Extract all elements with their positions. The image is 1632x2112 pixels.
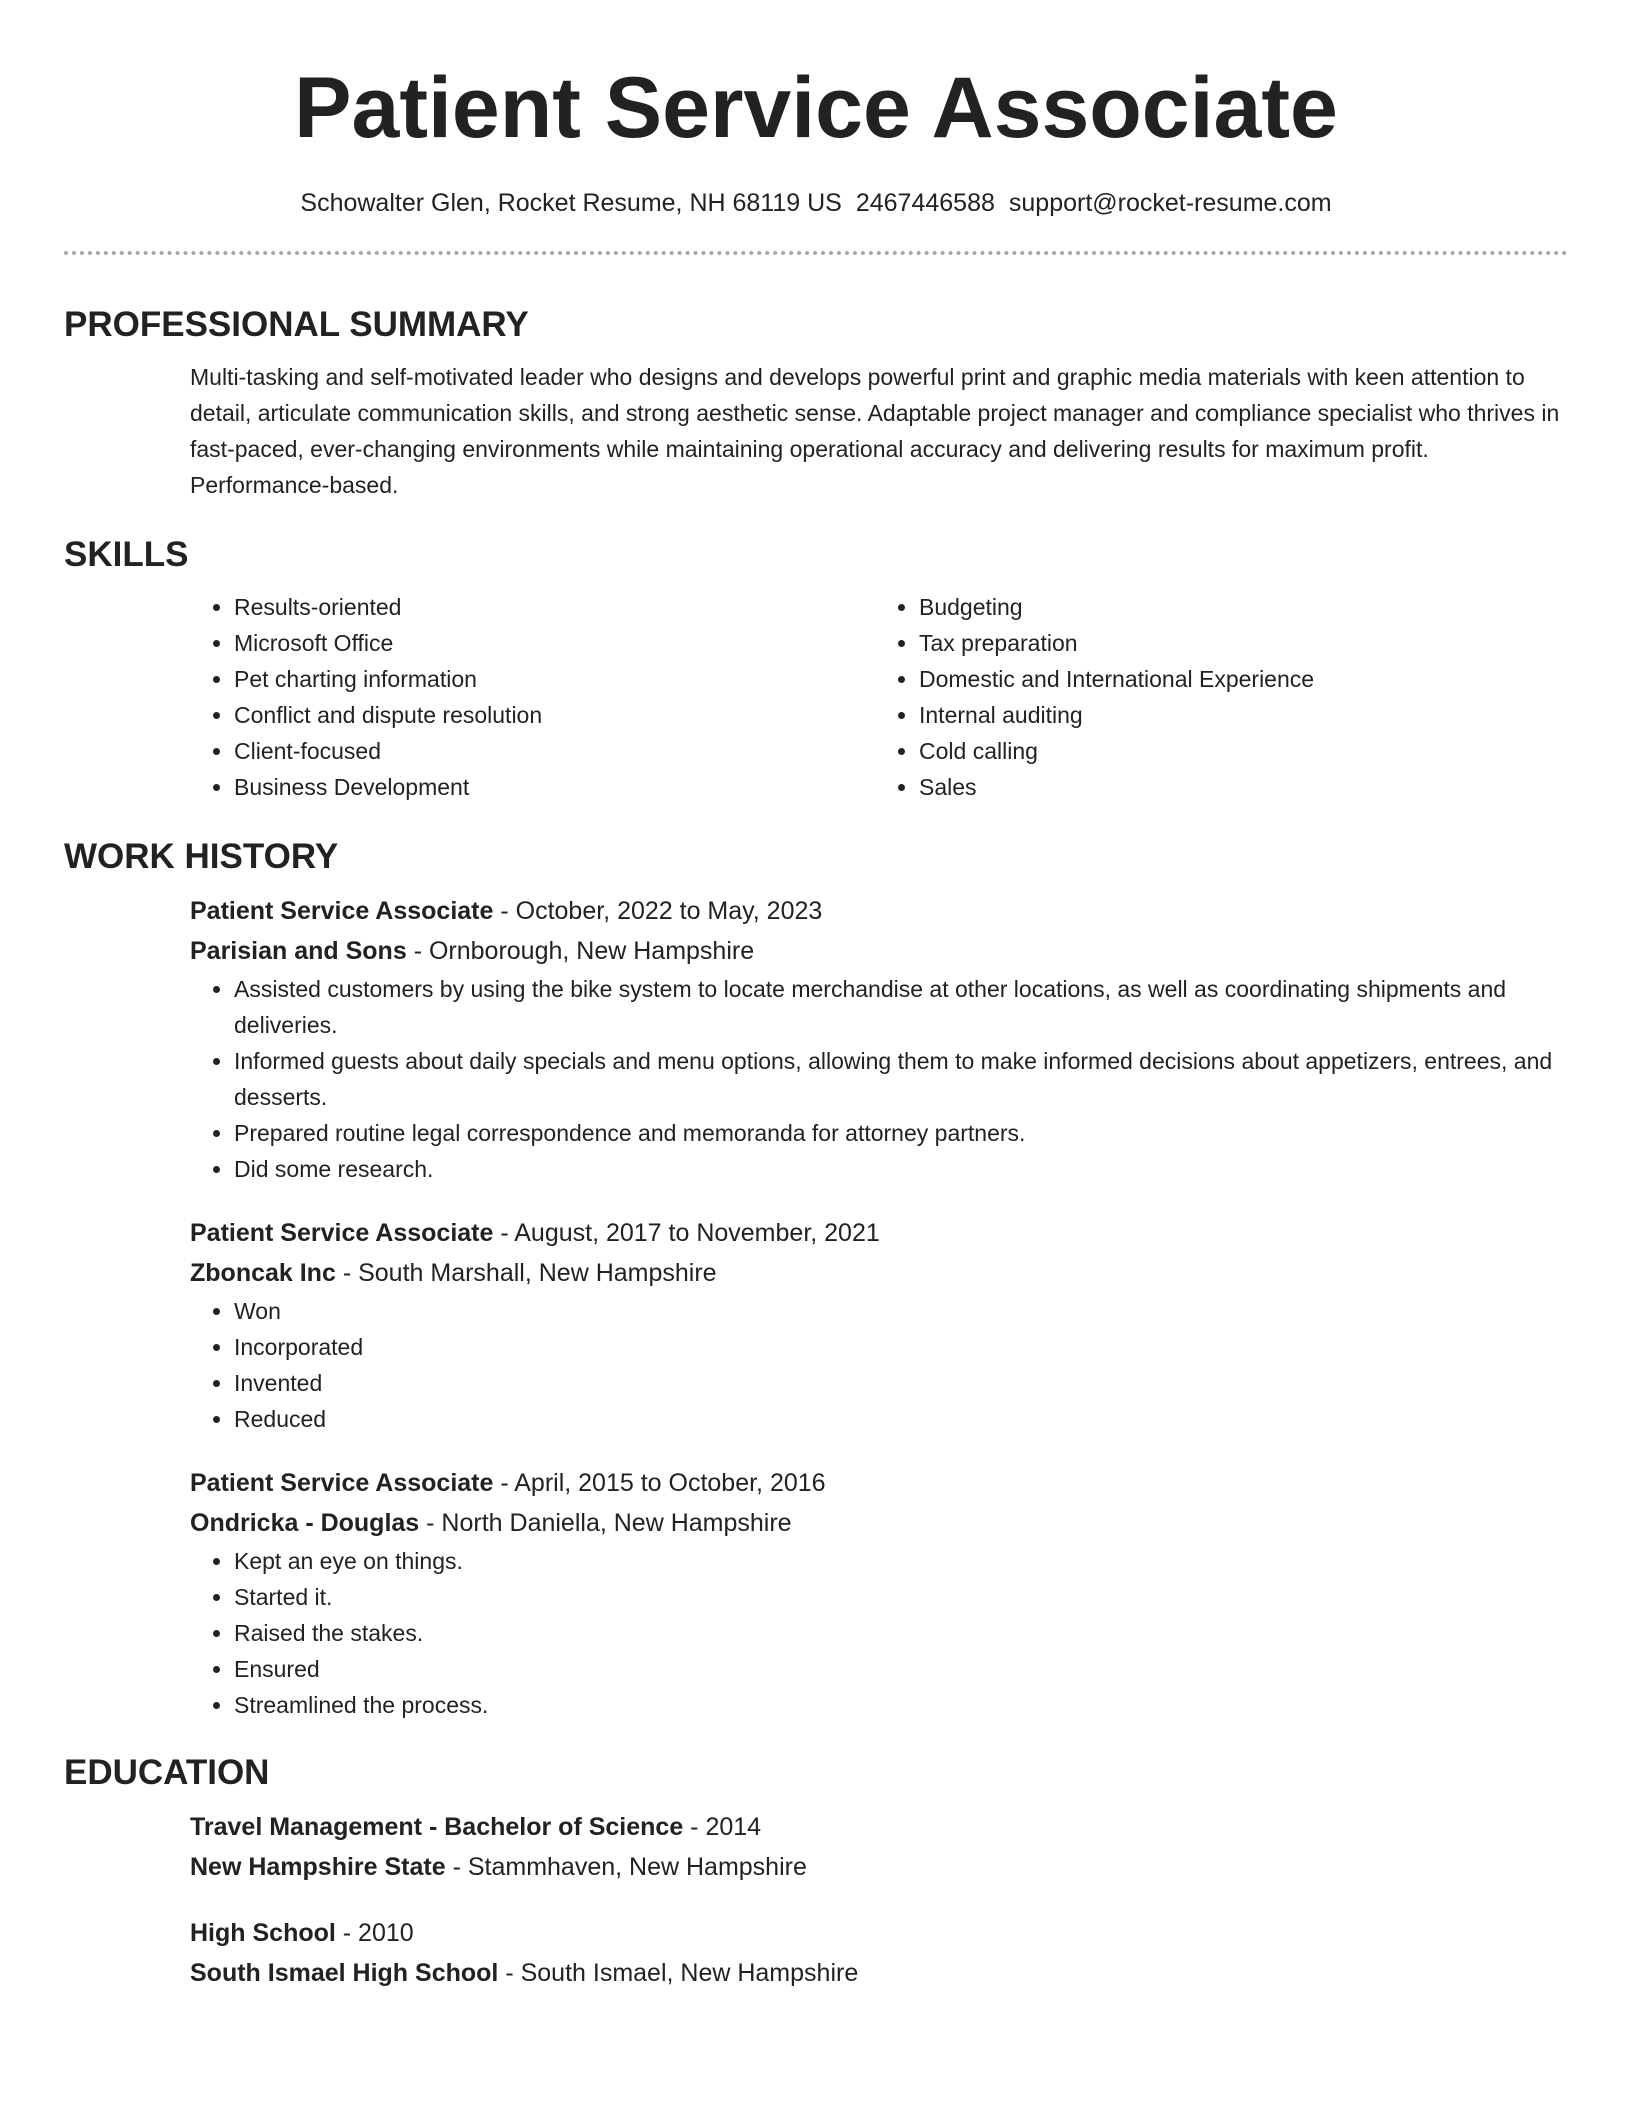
education-school-line	[190, 1847, 1560, 1887]
job-title-line	[190, 891, 1560, 931]
summary-section	[64, 303, 1568, 503]
job-bullet: • Informed guests about daily specials and menu options, allowing them to make informed decisions about appetizers, entrees, and desserts.	[234, 1043, 1560, 1115]
skills-right-list	[875, 589, 1560, 805]
summary-body	[64, 359, 1568, 503]
header-divider	[64, 251, 1568, 255]
job-location: - North Daniella, New Hampshire	[419, 1509, 792, 1537]
skill-item: • Tax preparation	[919, 625, 1560, 661]
job-bullet: • Incorporated	[234, 1329, 1560, 1365]
contact-line	[64, 186, 1568, 220]
skills-grid	[64, 589, 1568, 805]
job-bullet: • Raised the stakes.	[234, 1615, 1560, 1651]
education-degree-line	[190, 1807, 1560, 1847]
education-body	[64, 1807, 1568, 1993]
skill-item: • Client-focused	[234, 733, 875, 769]
work-history-section	[64, 835, 1568, 1723]
education-year: - 2010	[335, 1919, 414, 1947]
summary-text: Multi-tasking and self-motivated leader who designs and develops powerful print and graphic media materials with keen attention to detail, articulate communication skills, and strong aesthetic sense. Adaptable project manager and compliance specialist who thrives in fast-paced, ever-changing environments while maintaining operational accuracy and delivering results for maximum profit. Performance-based.	[190, 364, 1560, 498]
job-company: Zboncak Inc	[190, 1259, 336, 1287]
job-role: Patient Service Associate	[190, 897, 494, 925]
education-degree-line	[190, 1913, 1560, 1953]
contact-email: support@rocket-resume.com	[1008, 189, 1332, 217]
job-bullet: • Reduced	[234, 1401, 1560, 1437]
skills-left-list	[190, 589, 875, 805]
resume-name: Patient Service Associate	[294, 60, 1338, 156]
job-dates: - April, 2015 to October, 2016	[493, 1469, 826, 1497]
skill-item: • Conflict and dispute resolution	[234, 697, 875, 733]
education-heading: EDUCATION	[64, 1753, 270, 1792]
job-dates: - October, 2022 to May, 2023	[493, 897, 823, 925]
skill-item: • Microsoft Office	[234, 625, 875, 661]
job-bullet: • Kept an eye on things.	[234, 1543, 1560, 1579]
education-degree: Travel Management - Bachelor of Science	[190, 1813, 684, 1841]
work-history-heading: WORK HISTORY	[64, 837, 339, 876]
job-entry	[190, 1463, 1560, 1723]
education-location: - South Ismael, New Hampshire	[498, 1959, 859, 1987]
job-title-line	[190, 1213, 1560, 1253]
job-company-line	[190, 1503, 1560, 1543]
job-bullets	[190, 1543, 1560, 1723]
education-entry	[190, 1807, 1560, 1887]
skills-heading: SKILLS	[64, 535, 189, 574]
job-bullet: • Invented	[234, 1365, 1560, 1401]
contact-address: Schowalter Glen, Rocket Resume, NH 68119 US	[300, 189, 842, 217]
job-entry	[190, 1213, 1560, 1437]
job-bullet: • Started it.	[234, 1579, 1560, 1615]
job-bullet: • Did some research.	[234, 1151, 1560, 1187]
job-bullets	[190, 1293, 1560, 1437]
work-history-body	[64, 891, 1568, 1723]
skill-item: • Budgeting	[919, 589, 1560, 625]
skill-item: • Sales	[919, 769, 1560, 805]
skill-item: • Cold calling	[919, 733, 1560, 769]
job-title-line	[190, 1463, 1560, 1503]
education-degree: High School	[190, 1919, 336, 1947]
education-year: - 2014	[683, 1813, 762, 1841]
job-bullet: • Assisted customers by using the bike system to locate merchandise at other locations, as well as coordinating shipments and deliveries.	[234, 971, 1560, 1043]
job-dates: - August, 2017 to November, 2021	[493, 1219, 880, 1247]
job-bullet: • Won	[234, 1293, 1560, 1329]
skill-item: • Business Development	[234, 769, 875, 805]
job-entry	[190, 891, 1560, 1187]
education-school: New Hampshire State	[190, 1853, 446, 1881]
contact-phone: 2467446588	[855, 189, 995, 217]
job-bullet: • Streamlined the process.	[234, 1687, 1560, 1723]
education-school-line	[190, 1953, 1560, 1993]
education-school: South Ismael High School	[190, 1959, 499, 1987]
job-company: Ondricka - Douglas	[190, 1509, 420, 1537]
summary-heading: PROFESSIONAL SUMMARY	[64, 305, 529, 344]
skill-item: • Results-oriented	[234, 589, 875, 625]
skill-item: • Domestic and International Experience	[919, 661, 1560, 697]
job-bullet: • Ensured	[234, 1651, 1560, 1687]
skill-item: • Internal auditing	[919, 697, 1560, 733]
education-entry	[190, 1913, 1560, 1993]
education-section	[64, 1751, 1568, 1993]
job-company-line	[190, 1253, 1560, 1293]
job-location: - South Marshall, New Hampshire	[335, 1259, 717, 1287]
job-bullet: • Prepared routine legal correspondence and memoranda for attorney partners.	[234, 1115, 1560, 1151]
skills-section	[64, 533, 1568, 805]
job-bullets	[190, 971, 1560, 1187]
education-location: - Stammhaven, New Hampshire	[445, 1853, 807, 1881]
job-company: Parisian and Sons	[190, 937, 407, 965]
job-role: Patient Service Associate	[190, 1469, 494, 1497]
skill-item: • Pet charting information	[234, 661, 875, 697]
job-location: - Ornborough, New Hampshire	[406, 937, 755, 965]
job-company-line	[190, 931, 1560, 971]
job-role: Patient Service Associate	[190, 1219, 494, 1247]
